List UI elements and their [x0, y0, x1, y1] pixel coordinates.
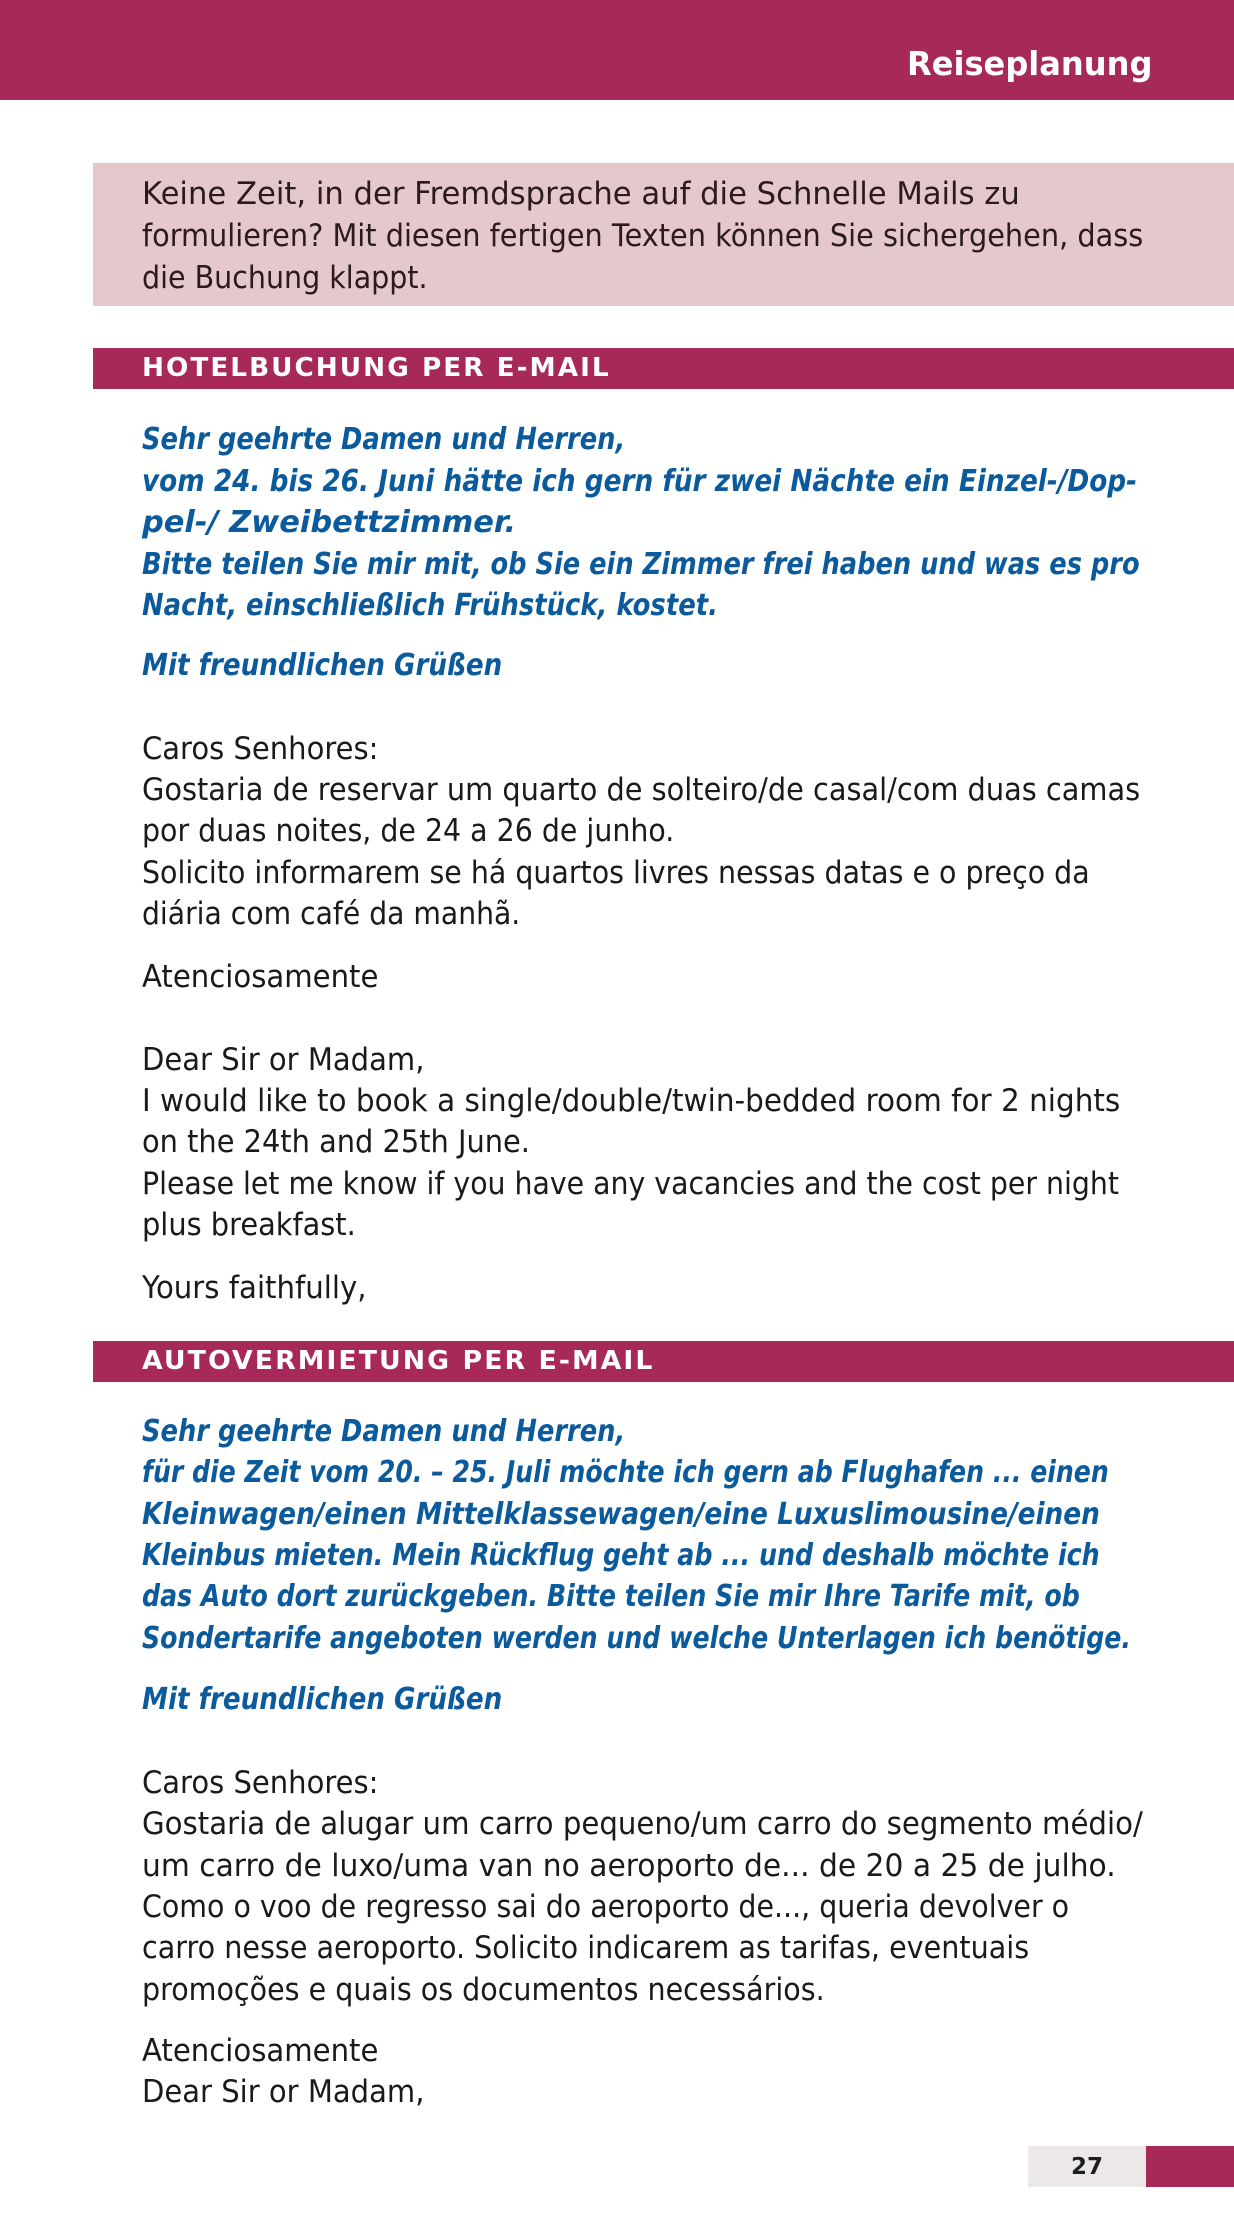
portuguese-text-line: promoções e quais os documentos necessários.	[142, 1972, 825, 2008]
intro-line: Keine Zeit, in der Fremdsprache auf die Schnelle Mails zu	[142, 176, 1020, 212]
english-text-line: Please let me know if you have any vacancies and the cost per night	[142, 1166, 1119, 1202]
portuguese-text-line: por duas noites, de 24 a 26 de junho.	[142, 813, 675, 849]
german-text-line: Kleinwagen/einen Mittelklassewagen/eine Luxuslimousine/einen	[142, 1497, 1100, 1532]
page-number: 27	[1070, 2153, 1103, 2180]
english-text-line: I would like to book a single/double/twin-bedded room for 2 nights	[142, 1083, 1121, 1119]
portuguese-text-line: um carro de luxo/uma van no aeroporto de... de 20 a 25 de julho.	[142, 1848, 1116, 1884]
intro-line: formulieren? Mit diesen fertigen Texten können Sie sichergehen, dass	[142, 218, 1144, 254]
english-text-line: Dear Sir or Madam,	[142, 2074, 425, 2110]
german-text-line: Nacht, einschließlich Frühstück, kostet.	[142, 588, 718, 623]
german-text-line: Sehr geehrte Damen und Herren,	[142, 422, 626, 457]
german-text-line: Kleinbus mieten. Mein Rückflug geht ab ... und deshalb möchte ich	[142, 1538, 1100, 1573]
portuguese-text-line: Gostaria de reservar um quarto de solteiro/de casal/com duas camas	[142, 772, 1141, 808]
german-closing: Mit freundlichen Grüßen	[142, 1682, 503, 1717]
german-text-line: vom 24. bis 26. Juni hätte ich gern für zwei Nächte ein Einzel-/Dop-	[142, 464, 1138, 499]
german-text-line: das Auto dort zurückgeben. Bitte teilen Sie mir Ihre Tarife mit, ob	[142, 1579, 1080, 1614]
section-heading-car-rental: AUTOVERMIETUNG PER E-MAIL	[142, 1346, 655, 1376]
german-text-line: Sehr geehrte Damen und Herren,	[142, 1414, 626, 1449]
page-title: Reiseplanung	[907, 44, 1153, 83]
german-text-line: pel-/ Zweibettzimmer.	[142, 505, 517, 540]
section-heading-hotel: HOTELBUCHUNG PER E-MAIL	[142, 353, 611, 383]
german-closing: Mit freundlichen Grüßen	[142, 648, 503, 683]
portuguese-text-line: carro nesse aeroporto. Solicito indicarem as tarifas, eventuais	[142, 1930, 1030, 1966]
german-text-line: für die Zeit vom 20. – 25. Juli möchte ich gern ab Flughafen ... einen	[142, 1455, 1109, 1490]
footer-accent-bar	[1146, 2146, 1234, 2187]
portuguese-text-line: Caros Senhores:	[142, 731, 379, 767]
portuguese-text-line: diária com café da manhã.	[142, 896, 521, 932]
english-text-line: plus breakfast.	[142, 1207, 356, 1243]
portuguese-closing: Atenciosamente	[142, 2033, 379, 2069]
english-text-line: on the 24th and 25th June.	[142, 1124, 530, 1160]
english-text-line: Dear Sir or Madam,	[142, 1042, 425, 1078]
intro-line: die Buchung klappt.	[142, 260, 428, 296]
portuguese-text-line: Gostaria de alugar um carro pequeno/um carro do segmento médio/	[142, 1806, 1143, 1842]
english-closing: Yours faithfully,	[142, 1270, 367, 1306]
german-text-line: Bitte teilen Sie mir mit, ob Sie ein Zimmer frei haben und was es pro	[142, 547, 1140, 582]
portuguese-text-line: Solicito informarem se há quartos livres nessas datas e o preço da	[142, 855, 1090, 891]
page-number-box	[1028, 2146, 1146, 2187]
portuguese-closing: Atenciosamente	[142, 959, 379, 995]
german-text-line: Sondertarife angeboten werden und welche Unterlagen ich benötige.	[142, 1621, 1131, 1656]
portuguese-text-line: Caros Senhores:	[142, 1765, 379, 1801]
portuguese-text-line: Como o voo de regresso sai do aeroporto de..., queria devolver o	[142, 1889, 1070, 1925]
